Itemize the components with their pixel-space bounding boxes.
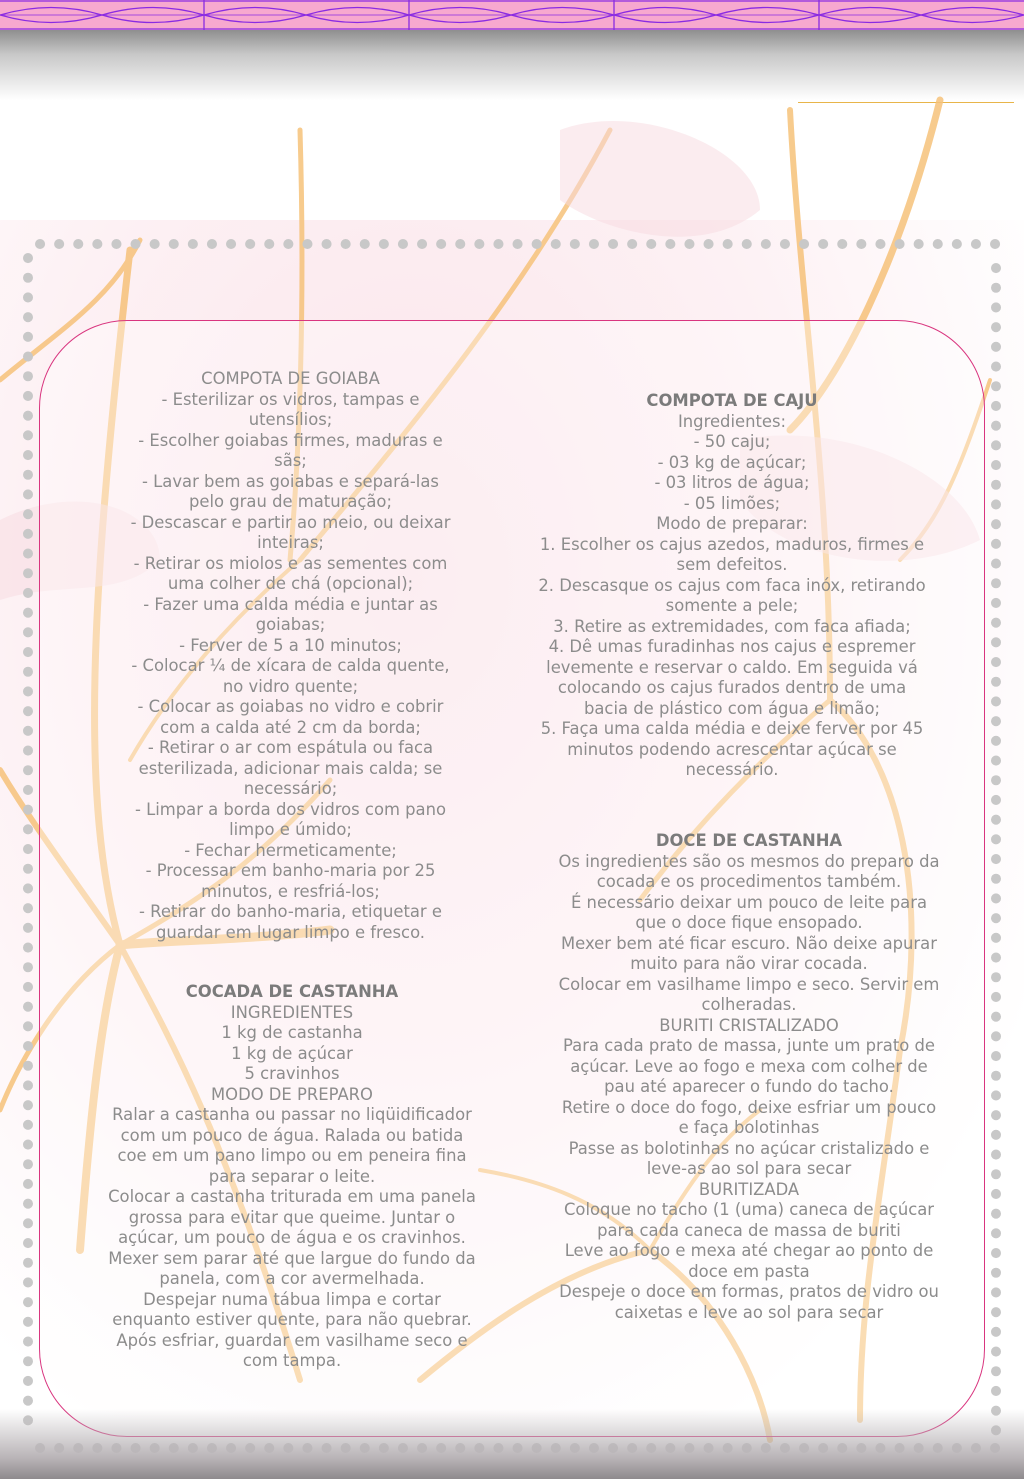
- recipe-cocada-castanha: [92, 982, 492, 1372]
- recipe-line: 2. Descasque os cajus com faca inóx, retirando: [538, 575, 926, 595]
- recipe-line: - Retirar do banho-maria, etiquetar e: [139, 902, 442, 921]
- recipe-line: para cada caneca de massa de buriti: [597, 1220, 901, 1240]
- recipe-line: Passe as bolotinhas no açúcar cristalizado e: [568, 1138, 930, 1158]
- recipe-line: É necessário deixar um pouco de leite para: [570, 892, 927, 912]
- recipe-line: - Limpar a borda dos vidros com pano: [134, 799, 447, 819]
- recipe-line: com a calda até 2 cm da borda;: [160, 717, 421, 737]
- recipe-line: caixetas e leve ao sol para secar: [614, 1302, 884, 1322]
- recipe-line: - Ferver de 5 a 10 minutos;: [179, 635, 402, 655]
- recipe-line: que o doce fique ensopado.: [635, 913, 863, 932]
- recipe-line: doce em pasta: [688, 1261, 810, 1281]
- recipe-line: 1. Escolher os cajus azedos, maduros, firmes e: [539, 534, 925, 554]
- recipe-line: sem defeitos.: [676, 555, 788, 574]
- recipe-line: Os ingredientes são os mesmos do preparo da: [558, 851, 940, 871]
- bottom-gradient-shade: [0, 1409, 1024, 1479]
- recipe-line: utensílios;: [248, 410, 333, 429]
- recipe-line: açúcar, um pouco de água e os cravinhos.: [118, 1228, 466, 1247]
- recipe-line: - Retirar o ar com espátula ou faca: [147, 738, 434, 757]
- recipe-line: - Fazer uma calda média e juntar as: [143, 594, 438, 614]
- recipe-line: muito para não virar cocada.: [630, 954, 868, 973]
- recipe-line: uma colher de chá (opcional);: [167, 574, 414, 593]
- recipe-line: - Colocar ¼ de xícara de calda quente,: [131, 656, 450, 675]
- recipe-line: Despejar numa tábua limpa e cortar: [143, 1289, 441, 1309]
- recipe-line: colheradas.: [701, 995, 797, 1014]
- recipe-line: Despeje o doce em formas, pratos de vidro ou: [559, 1282, 939, 1301]
- recipe-line: guardar em lugar limpo e fresco.: [155, 922, 426, 942]
- recipe-line: 3. Retire as extremidades, com faca afiada;: [553, 616, 911, 636]
- recipe-line: 5 cravinhos: [244, 1064, 340, 1083]
- recipe-line: Retire o doce do fogo, deixe esfriar um pouco: [561, 1097, 937, 1117]
- recipe-line: necessário;: [243, 779, 338, 798]
- recipe-line: Colocar a castanha triturada em uma panela: [108, 1187, 476, 1206]
- recipe-line: com um pouco de água. Ralada ou batida: [120, 1125, 464, 1145]
- recipe-line: - Escolher goiabas firmes, maduras e: [138, 430, 443, 450]
- recipe-line: coe em um pano limpo ou em peneira fina: [117, 1146, 467, 1165]
- recipe-line: Mexer bem até ficar escuro. Não deixe apurar: [561, 933, 937, 953]
- recipe-line: Leve ao fogo e mexa até chegar ao ponto de: [564, 1241, 934, 1260]
- recipe-line: - Esterilizar os vidros, tampas e: [161, 389, 420, 409]
- recipe-line: colocando os cajus furados dentro de uma: [557, 678, 907, 697]
- recipe-line: Ralar a castanha ou passar no liqüidificador: [112, 1105, 472, 1124]
- recipe-line: enquanto estiver quente, para não quebrar.: [112, 1310, 472, 1329]
- recipe-line: 5. Faça uma calda média e deixe ferver por 45: [540, 719, 924, 738]
- recipe-line: no vidro quente;: [222, 676, 359, 696]
- recipe-line: leve-as ao sol para secar: [646, 1159, 852, 1178]
- recipe-line: Ingredientes:: [677, 411, 787, 431]
- recipe-line: panela, com a cor avermelhada.: [159, 1269, 425, 1288]
- recipe-line: - Retirar os miolos e as sementes com: [133, 553, 448, 573]
- recipe-line: - 50 caju;: [693, 432, 771, 451]
- recipe-line: 4. Dê umas furadinhas nos cajus e espremer: [548, 637, 916, 656]
- recipe-line: Mexer sem parar até que largue do fundo da: [108, 1248, 476, 1268]
- recipe-line: esterilizada, adicionar mais calda; se: [138, 758, 443, 778]
- recipe-line: com tampa.: [242, 1351, 342, 1370]
- recipe-line: limpo e úmido;: [229, 820, 352, 839]
- recipe-line: pau até aparecer o fundo do tacho.: [604, 1077, 894, 1096]
- recipe-line: pelo grau de maturação;: [189, 492, 392, 511]
- recipe-compota-caju: [522, 391, 942, 781]
- recipe-title: DOCE DE CASTANHA: [655, 831, 843, 850]
- recipe-line: açúcar. Leve ao fogo e mexa com colher de: [570, 1056, 928, 1076]
- recipe-title: COMPOTA DE GOIABA: [201, 369, 380, 388]
- recipe-doce-castanha: [539, 831, 959, 1323]
- recipe-line: necessário.: [685, 760, 779, 779]
- recipe-title: COCADA DE CASTANHA: [185, 982, 399, 1001]
- recipe-line: - 03 litros de água;: [654, 473, 810, 492]
- recipe-compota-goiaba: [128, 369, 453, 943]
- recipe-line: - 05 limões;: [683, 493, 781, 513]
- recipe-line: - Colocar as goiabas no vidro e cobrir: [137, 697, 444, 716]
- recipe-line: Modo de preparar:: [656, 514, 808, 533]
- recipe-line: sãs;: [274, 451, 307, 470]
- recipe-line: bacia de plástico com água e limão;: [583, 698, 880, 718]
- recipe-title: COMPOTA DE CAJU: [646, 391, 818, 410]
- recipe-line: goiabas;: [255, 615, 326, 634]
- recipe-line: - Lavar bem as goiabas e separá-las: [142, 471, 439, 491]
- recipe-line: 1 kg de castanha: [221, 1023, 363, 1042]
- recipe-line: - Fechar hermeticamente;: [184, 840, 397, 860]
- recipe-line: 1 kg de açúcar: [231, 1043, 353, 1063]
- recipe-line: minutos podendo acrescentar açúcar se: [567, 739, 897, 759]
- recipe-line: BURITIZADA: [698, 1179, 800, 1199]
- recipe-line: minutos, e resfriá-los;: [201, 881, 380, 901]
- recipe-line: - Descascar e partir ao meio, ou deixar: [130, 512, 451, 532]
- recipe-line: INGREDIENTES: [230, 1002, 354, 1022]
- recipe-line: Coloque no tacho (1 (uma) caneca de açúcar: [563, 1200, 935, 1219]
- recipe-line: e faça bolotinhas: [678, 1118, 820, 1137]
- recipe-line: grossa para evitar que queime. Juntar o: [128, 1207, 456, 1227]
- recipe-line: Para cada prato de massa, junte um prato de: [563, 1036, 935, 1055]
- recipe-line: - Processar em banho-maria por 25: [145, 861, 436, 880]
- recipe-line: levemente e reservar o caldo. Em seguida vá: [546, 657, 918, 677]
- recipe-line: MODO DE PREPARO: [211, 1084, 373, 1104]
- recipe-line: para separar o leite.: [208, 1166, 376, 1186]
- recipe-line: Colocar em vasilhame limpo e seco. Servir em: [558, 974, 940, 994]
- recipe-line: - 03 kg de açúcar;: [657, 452, 807, 472]
- recipe-line: cocada e os procedimentos também.: [596, 872, 902, 891]
- recipe-line: inteiras;: [257, 533, 324, 552]
- recipe-line: Após esfriar, guardar em vasilhame seco e: [116, 1330, 468, 1350]
- recipe-line: somente a pele;: [665, 596, 799, 615]
- recipe-line: BURITI CRISTALIZADO: [659, 1015, 839, 1035]
